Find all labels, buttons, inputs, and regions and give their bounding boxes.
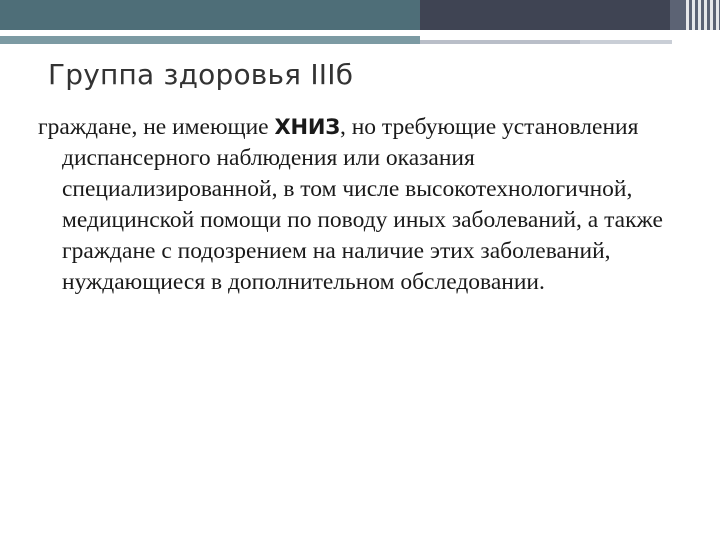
header-stripes-decoration	[686, 0, 720, 30]
subheader-band-grey-secondary	[580, 40, 672, 44]
slide-title: Группа здоровья IIIб	[48, 58, 354, 91]
header-band-teal	[0, 0, 420, 30]
slide-body	[38, 112, 678, 298]
header-band-dark	[420, 0, 670, 30]
subheader-band-teal	[0, 36, 420, 44]
body-text-rest: , но требующие установления диспансерного наблюдения или оказания специализированной, в том числе высокотехнологичной, медицинской помощи по поводу иных заболеваний, а также граждане с подозрением на наличие этих заболеваний, нуждающиеся в дополнительном обследовании.	[62, 114, 663, 295]
body-paragraph	[38, 112, 678, 298]
body-text-lead: граждане, не имеющие	[38, 114, 275, 140]
subheader-band-grey	[420, 40, 580, 44]
body-term-hniz: ХНИЗ	[274, 115, 340, 139]
